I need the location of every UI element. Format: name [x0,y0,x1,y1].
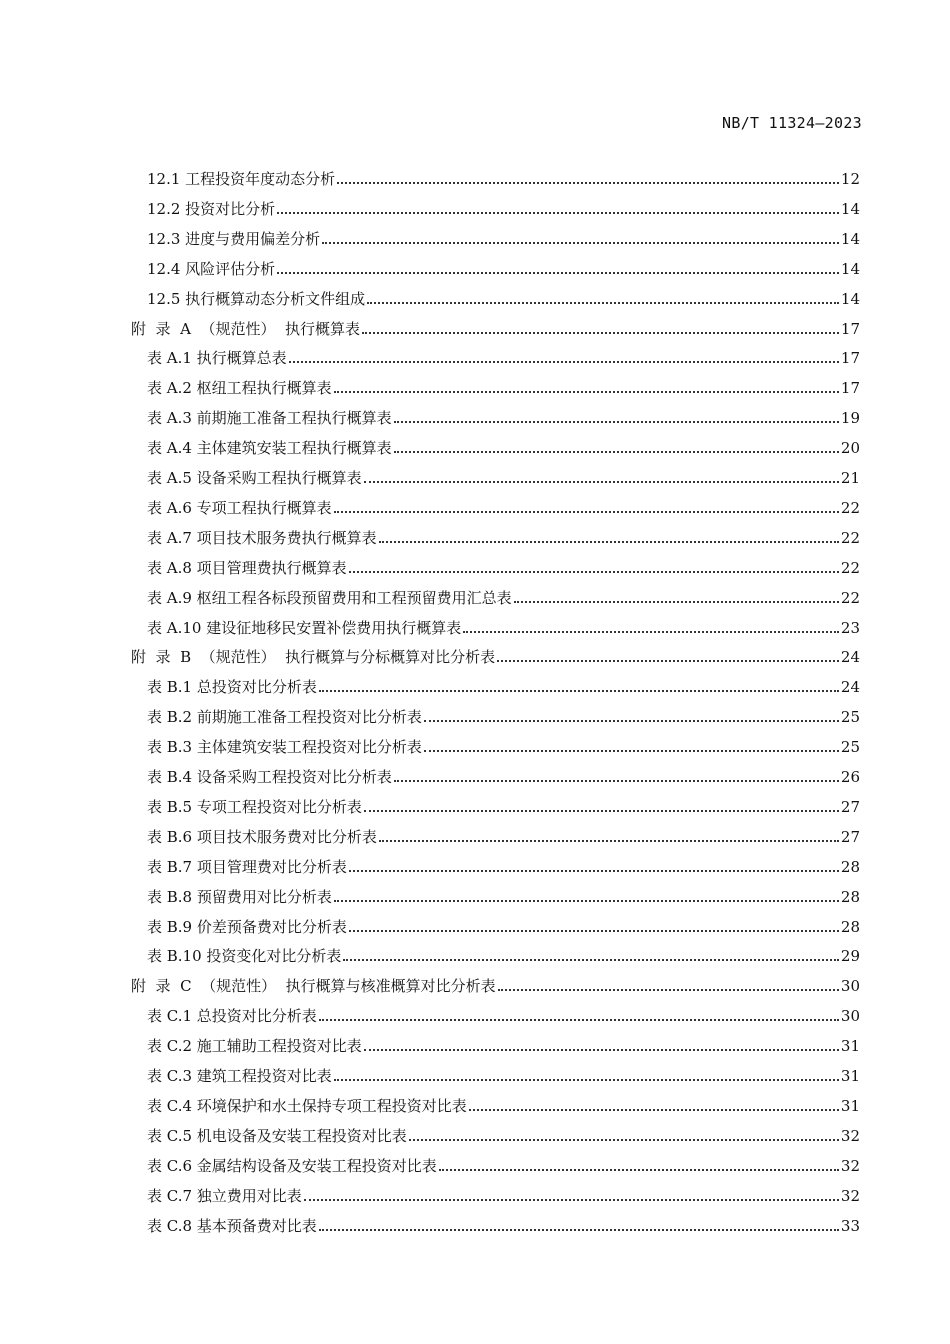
toc-dot-leader [498,988,839,991]
toc-dot-leader [277,271,839,274]
toc-dot-leader [319,689,839,692]
toc-entry[interactable] [147,518,860,548]
toc-dot-leader [394,450,839,453]
toc-entry[interactable] [147,458,860,488]
standard-number-header: NB/T 11324—2023 [722,114,862,132]
toc-entry[interactable] [147,249,860,279]
toc-page-number: 14 [840,259,860,278]
toc-entry[interactable] [147,1176,860,1206]
toc-entry-title: 附 录 A （规范性） 执行概算表 [131,319,360,338]
toc-entry[interactable] [147,159,860,189]
toc-dot-leader [334,1078,839,1081]
toc-page-number: 17 [840,319,860,338]
toc-dot-leader [349,869,839,872]
toc-dot-leader [319,1228,839,1231]
toc-entry[interactable] [147,1206,860,1236]
toc-entry[interactable] [147,787,860,817]
toc-dot-leader [367,301,839,304]
toc-page-number: 27 [840,827,860,846]
toc-dot-leader [343,958,838,961]
toc-page-number: 14 [840,289,860,308]
toc-entry-title: 表 A.9 枢纽工程各标段预留费用和工程预留费用汇总表 [147,588,512,607]
toc-entry[interactable] [147,757,860,787]
toc-dot-leader [469,1108,839,1111]
toc-entry-title: 表 A.4 主体建筑安装工程执行概算表 [147,439,392,458]
toc-entry-title: 表 C.1 总投资对比分析表 [147,1007,317,1026]
toc-appendix-entry[interactable] [131,309,860,339]
toc-page-number: 21 [840,469,860,487]
toc-page-number: 31 [840,1067,860,1085]
toc-entry-title: 表 A.8 项目管理费执行概算表 [147,558,347,577]
toc-entry[interactable] [147,608,860,638]
toc-dot-leader [394,420,839,423]
toc-page-number: 31 [840,1096,860,1115]
toc-entry-title: 表 B.10 投资变化对比分析表 [147,947,342,966]
toc-page-number: 30 [840,1007,860,1026]
toc-entry-title: 表 B.3 主体建筑安装工程投资对比分析表 [147,738,422,757]
toc-page-number: 12 [840,170,860,188]
toc-dot-leader [364,480,839,483]
toc-page-number: 25 [840,708,860,727]
toc-page-number: 32 [840,1156,860,1175]
toc-page-number: 32 [840,1186,860,1205]
toc-dot-leader [409,1138,839,1141]
toc-page-number: 22 [840,558,860,577]
toc-dot-leader [337,181,839,184]
toc-page-number: 28 [840,917,860,936]
toc-entry-title: 表 B.2 前期施工准备工程投资对比分析表 [147,708,422,727]
toc-page-number: 22 [840,528,860,547]
toc-entry[interactable] [147,338,860,368]
toc-entry-title: 表 A.3 前期施工准备工程执行概算表 [147,409,392,428]
toc-entry[interactable] [147,1056,860,1086]
toc-page-number: 27 [840,797,860,816]
toc-entry[interactable] [147,219,860,249]
toc-page-number: 29 [840,947,860,966]
toc-dot-leader [364,1048,839,1051]
toc-page-number: 25 [840,738,860,757]
toc-dot-leader [334,390,839,393]
toc-appendix-entry[interactable] [131,966,860,996]
toc-entry-title: 12.3 进度与费用偏差分析 [147,229,321,248]
toc-entry[interactable] [147,907,860,937]
toc-entry-title: 附 录 C （规范性） 执行概算与核准概算对比分析表 [131,977,496,996]
toc-dot-leader [379,839,839,842]
toc-page-number: 28 [840,857,860,876]
toc-entry-title: 12.1 工程投资年度动态分析 [147,170,336,188]
toc-entry-title: 12.2 投资对比分析 [147,199,276,218]
toc-dot-leader [463,630,839,633]
toc-dot-leader [304,1198,839,1201]
toc-dot-leader [364,809,839,812]
toc-entry-title: 表 C.8 基本预备费对比表 [147,1216,317,1235]
toc-entry[interactable] [147,727,860,757]
toc-entry-title: 表 A.6 专项工程执行概算表 [147,498,332,517]
toc-entry-title: 表 A.7 项目技术服务费执行概算表 [147,528,377,547]
toc-page-number: 28 [840,887,860,906]
toc-page-number: 32 [840,1126,860,1145]
toc-entry-title: 表 B.7 项目管理费对比分析表 [147,857,347,876]
toc-entry[interactable] [147,1116,860,1146]
toc-page-number: 19 [840,409,860,428]
toc-entry-title: 附 录 B （规范性） 执行概算与分标概算对比分析表 [131,648,496,667]
toc-entry-title: 表 A.10 建设征地移民安置补偿费用执行概算表 [147,618,462,637]
toc-entry[interactable] [147,667,860,697]
toc-page-number: 17 [840,379,860,398]
toc-page-number: 22 [840,588,860,607]
toc-entry[interactable] [147,996,860,1026]
toc-dot-leader [379,540,839,543]
toc-entry[interactable] [147,817,860,847]
toc-dot-leader [424,749,839,752]
toc-dot-leader [322,241,839,244]
toc-entry-title: 表 A.5 设备采购工程执行概算表 [147,469,362,487]
toc-page-number: 23 [840,618,860,637]
toc-entry[interactable] [147,279,860,309]
toc-page-number: 33 [840,1216,860,1235]
toc-page-number: 14 [840,229,860,248]
toc-dot-leader [349,929,839,932]
toc-dot-leader [439,1168,839,1171]
toc-entry-title: 表 B.9 价差预备费对比分析表 [147,917,347,936]
toc-page-number: 17 [840,349,860,368]
toc-entry[interactable] [147,877,860,907]
toc-entry[interactable] [147,697,860,727]
toc-entry[interactable] [147,548,860,578]
toc-entry-title: 表 A.2 枢纽工程执行概算表 [147,379,332,398]
toc-dot-leader [424,719,839,722]
toc-entry-title: 表 C.4 环境保护和水土保持专项工程投资对比表 [147,1096,467,1115]
toc-appendix-entry[interactable] [131,637,860,667]
toc-page-number: 14 [840,199,860,218]
toc-entry-title: 12.4 风险评估分析 [147,259,276,278]
toc-entry[interactable] [147,398,860,428]
toc-page-number: 26 [840,768,860,786]
toc-dot-leader [362,331,839,334]
toc-entry-title: 表 B.5 专项工程投资对比分析表 [147,797,362,816]
toc-dot-leader [289,360,839,363]
toc-page-number: 31 [840,1037,860,1056]
toc-entry[interactable] [147,936,860,966]
toc-entry-title: 表 C.7 独立费用对比表 [147,1186,302,1205]
toc-entry[interactable] [147,488,860,518]
toc-entry-title: 表 C.5 机电设备及安装工程投资对比表 [147,1126,407,1145]
toc-entry-title: 表 C.2 施工辅助工程投资对比表 [147,1037,362,1056]
toc-entry[interactable] [147,1146,860,1176]
toc-entry[interactable] [147,428,860,458]
toc-page-number: 22 [840,498,860,517]
toc-dot-leader [394,779,839,782]
toc-entry-title: 表 B.6 项目技术服务费对比分析表 [147,827,377,846]
toc-page-number: 24 [840,678,860,697]
toc-entry[interactable] [147,189,860,219]
toc-entry[interactable] [147,1086,860,1116]
toc-page-number: 20 [840,439,860,458]
toc-dot-leader [319,1018,839,1021]
toc-page-number: 24 [840,648,860,667]
toc-entry[interactable] [147,1026,860,1056]
toc-entry-title: 表 B.4 设备采购工程投资对比分析表 [147,768,392,786]
toc-entry-title: 表 A.1 执行概算总表 [147,349,287,368]
toc-entry[interactable] [147,368,860,398]
toc-entry[interactable] [147,578,860,608]
toc-page-number: 30 [840,977,860,996]
toc-dot-leader [514,600,839,603]
toc-entry[interactable] [147,847,860,877]
toc-entry-title: 12.5 执行概算动态分析文件组成 [147,289,366,308]
toc-dot-leader [277,211,839,214]
toc-dot-leader [349,570,839,573]
toc-entry-title: 表 C.6 金属结构设备及安装工程投资对比表 [147,1156,437,1175]
toc-dot-leader [334,510,839,513]
toc-dot-leader [497,659,839,662]
toc-entry-title: 表 B.1 总投资对比分析表 [147,678,317,697]
toc-entry-title: 表 C.3 建筑工程投资对比表 [147,1067,332,1085]
toc-dot-leader [334,899,839,902]
toc-entry-title: 表 B.8 预留费用对比分析表 [147,887,332,906]
